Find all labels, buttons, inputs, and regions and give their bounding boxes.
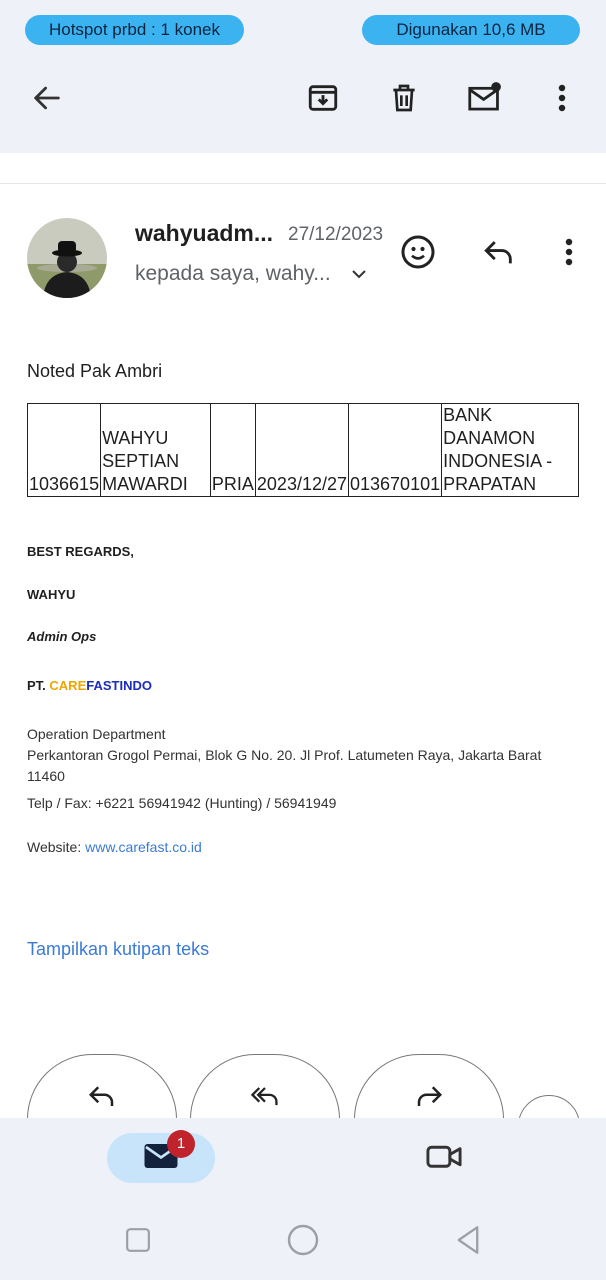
more-vert-icon[interactable] [549, 232, 589, 272]
employee-table [27, 403, 579, 497]
website-label: Website: [27, 839, 86, 855]
table-row [28, 404, 579, 497]
signature-website [27, 837, 202, 858]
email-greeting: Noted Pak Ambri [27, 361, 163, 381]
recents-icon[interactable] [120, 1222, 156, 1258]
back-icon[interactable] [450, 1222, 486, 1258]
table-cell: 2023/12/27 [255, 404, 348, 497]
unread-badge: 1 [167, 1130, 195, 1158]
table-cell: WAHYU SEPTIAN MAWARDI [101, 404, 211, 497]
signature-phone: Telp / Fax: +6221 56941942 (Hunting) / 56941949 [27, 795, 337, 811]
signature-company [27, 678, 152, 693]
mark-unread-icon[interactable] [465, 78, 505, 118]
mail-tab[interactable] [107, 1133, 215, 1183]
sender-name[interactable]: wahyuadm... [135, 220, 274, 246]
more-vert-icon[interactable] [542, 78, 582, 118]
signature-role: Admin Ops [27, 629, 97, 644]
back-arrow-icon[interactable] [27, 78, 67, 118]
signature-department: Operation Department [27, 726, 166, 742]
table-cell: 1036615 [28, 404, 101, 497]
show-quoted-text-link[interactable]: Tampilkan kutipan teks [27, 939, 210, 959]
company-prefix: PT. [27, 678, 50, 693]
signature-address: Perkantoran Grogol Permai, Blok G No. 20. Jl Prof. Latumeten Raya, Jakarta Barat 11460 [27, 747, 542, 784]
chevron-down-icon[interactable] [351, 262, 367, 286]
company-fast: FASTINDO [86, 678, 152, 693]
table-cell: PRIA [210, 404, 255, 497]
top-bar [0, 0, 606, 153]
signature-regards: BEST REGARDS, [27, 544, 134, 559]
recipients-text: kepada saya, wahy... [135, 262, 331, 285]
delete-icon[interactable] [384, 78, 424, 118]
table-cell: 013670101 [349, 404, 442, 497]
recipients[interactable] [135, 262, 367, 286]
table-cell: BANK DANAMON INDONESIA - PRAPATAN [442, 404, 579, 497]
avatar[interactable] [27, 218, 107, 298]
archive-icon[interactable] [303, 78, 343, 118]
signature-name: WAHYU [27, 587, 76, 602]
website-link[interactable]: www.carefast.co.id [85, 839, 202, 855]
divider [0, 183, 606, 184]
hotspot-status[interactable]: Hotspot prbd : 1 konek [25, 15, 244, 45]
emoji-icon[interactable] [398, 232, 438, 272]
home-icon[interactable] [285, 1222, 321, 1258]
reply-icon[interactable] [479, 232, 519, 272]
video-icon[interactable] [425, 1140, 463, 1177]
company-care: CARE [49, 678, 87, 693]
email-date: 27/12/2023 [288, 224, 384, 245]
data-usage-status[interactable]: Digunakan 10,6 MB [362, 15, 580, 45]
